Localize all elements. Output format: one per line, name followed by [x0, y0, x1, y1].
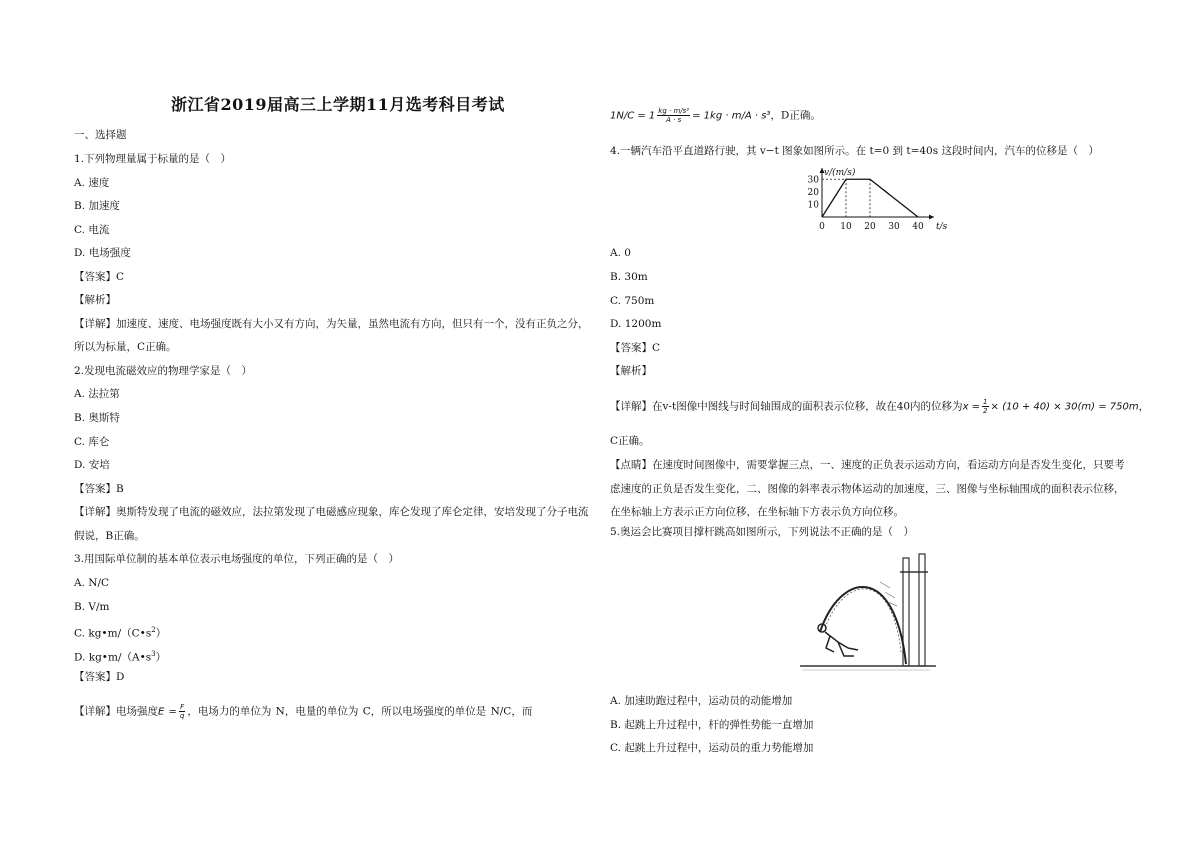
x-tick-label: 0 [819, 222, 825, 232]
x-tick-label: 40 [912, 222, 924, 232]
q3-option-c: C. $kg•m/(C•s^2)$ [74, 626, 167, 640]
y-tick-label: 30 [807, 175, 819, 186]
q5-option-c: C. 起跳上升过程中，运动员的重力势能增加 [610, 742, 814, 754]
vt-graph [800, 165, 948, 235]
q2-stem: 2.发现电流磁效应的物理学家是（ ） [74, 365, 253, 377]
x-tick-label: 10 [840, 222, 852, 232]
section-heading: 一、选择题 [74, 129, 127, 141]
athlete-figure [818, 624, 858, 656]
y-axis-label: v/(m/s) [824, 168, 856, 178]
q5-option-b: B. 起跳上升过程中，杆的弹性势能一直增加 [610, 719, 814, 731]
q5-option-a: A. 加速助跑过程中，运动员的动能增加 [610, 695, 793, 707]
q3-option-a: A. N/C [74, 577, 110, 589]
q2-detail-line1: 【详解】奥斯特发现了电流的磁效应，法拉第发现了电磁感应现象，库仑发现了库仑定律，安培发现了分子电流 [74, 506, 589, 518]
q4-stem: 4.一辆汽车沿平直道路行驶，其 v−t 图象如图所示。在 t=0 到 t=40s 这段时间内，汽车的位移是（ ） [610, 145, 1099, 157]
q1-option-a: A. 速度 [74, 177, 110, 189]
q4-tip-line1: 【点睛】在速度时间图像中，需要掌握三点，一、速度的正负表示运动方向，看运动方向是否发生变化，只要考 [610, 459, 1125, 471]
x-tick-label: 30 [888, 222, 900, 232]
x-axis-arrow [929, 215, 934, 220]
q4-option-d: D. 1200m [610, 318, 662, 330]
q3-unit-fraction: $\frac{\text{kg · m/s²}}{A \cdot s}$ [658, 107, 690, 124]
y-tick-label: 20 [807, 187, 819, 198]
q4-tip-line3: 在坐标轴上方表示正方向位移，在坐标轴下方表示负方向位移。 [610, 506, 904, 518]
q4-fraction: $\frac{1}{2}$ [983, 398, 988, 415]
q3-stem: 3.用国际单位制的基本单位表示电场强度的单位，下列正确的是（ ） [74, 553, 400, 565]
q1-detail-line1: 【详解】加速度、速度、电场强度既有大小又有方向，为矢量，虽然电流有方向，但只有一个，没有正负之分， [74, 318, 589, 330]
q1-detail-line2: 所以为标量，C正确。 [74, 341, 177, 353]
q4-analysis-label: 【解析】 [610, 365, 652, 377]
q5-stem: 5.奥运会比赛项目撑杆跳高如图所示，下列说法不正确的是（ ） [610, 526, 915, 538]
q1-answer: 【答案】C [74, 271, 125, 283]
q1-analysis-label: 【解析】 [74, 294, 116, 306]
q3-fraction: $\frac{F}{q}$ [179, 703, 185, 720]
q4-option-b: B. 30m [610, 271, 648, 283]
q3-option-b: B. V/m [74, 601, 110, 613]
q4-option-c: C. 750m [610, 295, 655, 307]
x-tick-label: 20 [864, 222, 876, 232]
pole-vault-illustration [800, 552, 940, 682]
q4-answer: 【答案】C [610, 342, 661, 354]
q3-detail: 【详解】电场强度E = $\frac{F}{q}$ ，电场力的单位为 N，电量的单位为 C，所以电场强度的单位是 N/C，而 [74, 703, 533, 720]
q1-option-d: D. 电场强度 [74, 247, 131, 259]
page-title: 浙江省2019届高三上学期11月选考科目考试 [171, 95, 505, 114]
q2-option-a: A. 法拉第 [74, 388, 120, 400]
y-tick-label: 10 [807, 200, 819, 211]
x-axis-label: t/s [936, 222, 948, 232]
q3-option-d: D. $kg•m/(A•s^3)$ [74, 650, 167, 664]
q4-detail: 【详解】在v-t图像中图线与时间轴围成的面积表示位移，故在40内的位移为x = $\frac{1}{2}$ × (10 + 40) × 30(m) = 750m， [610, 398, 1150, 415]
q4-detail-line2: C正确。 [610, 435, 650, 447]
q3-answer: 【答案】D [74, 671, 125, 683]
q1-stem: 1.下列物理量属于标量的是（ ） [74, 153, 232, 165]
q2-answer: 【答案】B [74, 483, 124, 495]
q1-option-c: C. 电流 [74, 224, 110, 236]
q4-option-a: A. 0 [610, 247, 631, 259]
q4-tip-line2: 虑速度的正负是否发生变化，二、图像的斜率表示物体运动的加速度，三、图像与坐标轴围成的面积表示位移， [610, 483, 1125, 495]
q2-option-b: B. 奥斯特 [74, 412, 120, 424]
q2-option-d: D. 安培 [74, 459, 110, 471]
q2-detail-line2: 假说，B正确。 [74, 530, 145, 542]
q1-option-b: B. 加速度 [74, 200, 120, 212]
q3-continuation: 1N/C = 1 $\frac{\text{kg · m/s²}}{A \cdot s}$ = 1kg · m/A · s³，D正确。 [610, 107, 821, 124]
q2-option-c: C. 库仑 [74, 436, 110, 448]
